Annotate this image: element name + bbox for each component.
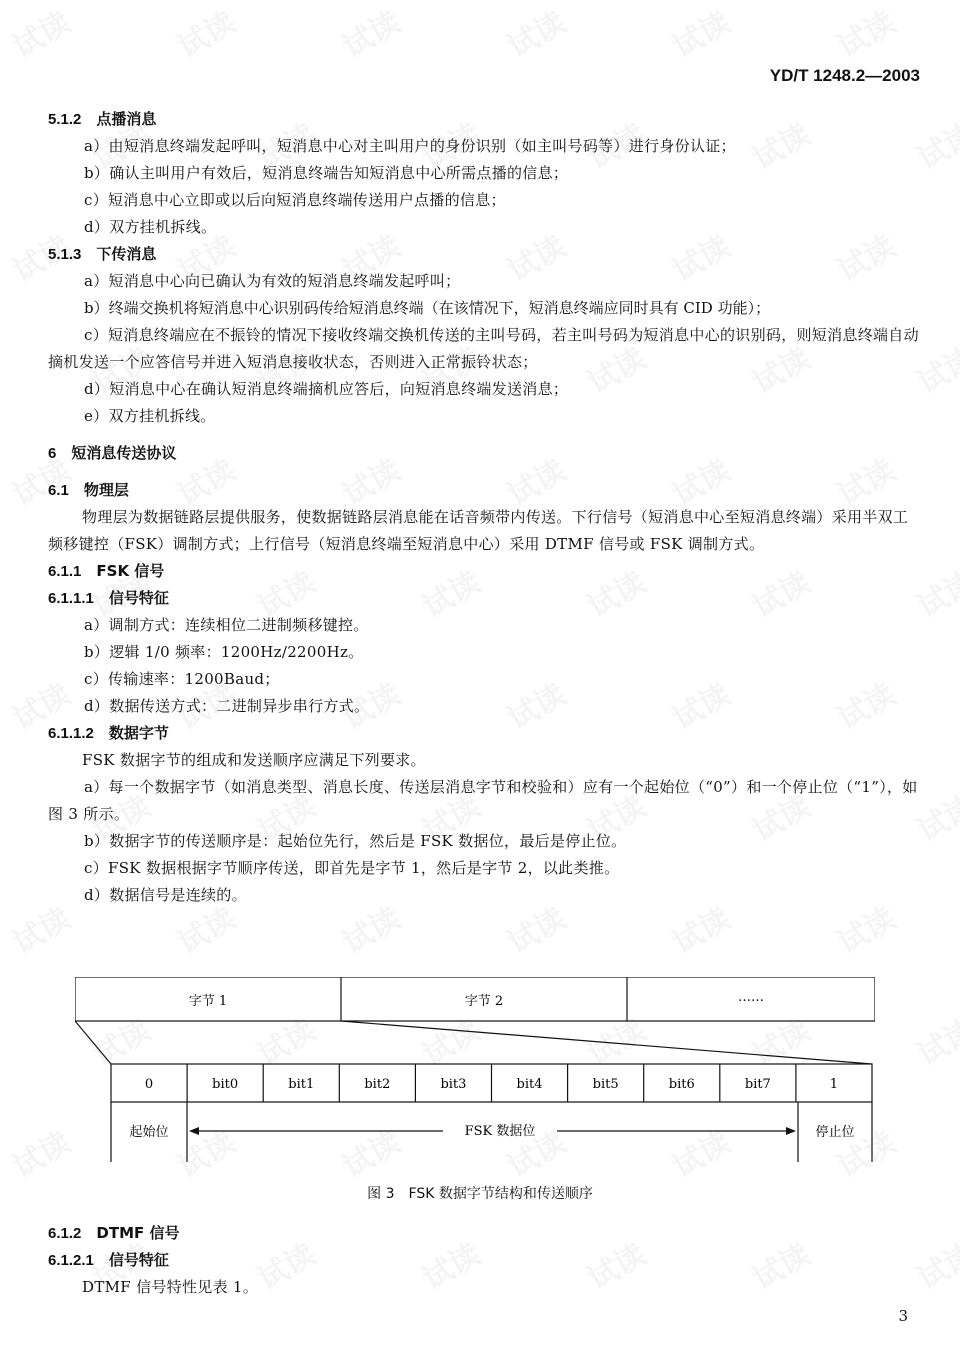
section-heading-6-1-2: 6.1.2 DTMF 信号: [48, 1224, 180, 1242]
list-item: c）短消息中心立即或以后向短消息终端传送用户点播的信息；: [84, 191, 506, 209]
bit-cells: [145, 1064, 838, 1102]
list-item: c）传输速率：1200Baud；: [84, 670, 280, 688]
page-number: 3: [898, 1307, 908, 1325]
list-item: d）短消息中心在确认短消息终端摘机应答后，向短消息终端发送消息；: [84, 380, 569, 398]
section-heading-6-1-2-1: 6.1.2.1 信号特征: [48, 1251, 169, 1269]
list-item: d）数据信号是连续的。: [84, 886, 247, 904]
list-item: b）逻辑 1/0 频率：1200Hz/2200Hz。: [84, 643, 364, 661]
expand-line-right: [341, 1021, 872, 1064]
list-item: b）终端交换机将短消息中心识别码传给短消息终端（在该情况下，短消息终端应同时具有 CID 功能）；: [84, 299, 771, 317]
start-bit-label: 起始位: [129, 1125, 169, 1140]
bit-cell-label: bit2: [364, 1077, 391, 1092]
byte-label-2: 字节 2: [464, 994, 504, 1009]
data-arrow-right-head: [786, 1127, 796, 1135]
watermark-text: [3, 0, 77, 66]
section-heading-6-1: 6.1 物理层: [48, 481, 129, 499]
byte-label-more: ……: [738, 990, 764, 1005]
page-body-continued: [48, 1220, 923, 1301]
watermark-text: [3, 1118, 77, 1186]
section-heading-6-1-1-2: 6.1.1.2 数据字节: [48, 724, 169, 742]
list-item: d）数据传送方式：二进制异步串行方式。: [84, 697, 370, 715]
bit-cell-label: bit0: [212, 1077, 239, 1092]
list-item: b）数据字节的传送顺序是：起始位先行，然后是 FSK 数据位，最后是停止位。: [84, 832, 627, 850]
paragraph-dtmf: DTMF 信号特性见表 1。: [82, 1278, 259, 1296]
list-item: e）双方挂机拆线。: [84, 407, 216, 425]
byte-label-1: 字节 1: [188, 994, 228, 1009]
list-item: a）短消息中心向已确认为有效的短消息终端发起呼叫；: [84, 272, 461, 290]
watermark-text: [333, 0, 407, 66]
bit-cell-label: 1: [829, 1077, 839, 1092]
fsk-diagram: [75, 977, 875, 1167]
section-heading-6-1-1: 6.1.1 FSK 信号: [48, 562, 165, 580]
stop-bit-label: 停止位: [815, 1125, 855, 1140]
list-item: b）确认主叫用户有效后，短消息终端告知短消息中心所需点播的信息；: [84, 164, 569, 182]
list-item: d）双方挂机拆线。: [84, 218, 217, 236]
watermark-text: [908, 1006, 960, 1074]
bit-cell-label: bit6: [668, 1077, 695, 1092]
watermark-text: [168, 0, 242, 66]
section-heading-6: 6 短消息传送协议: [48, 444, 177, 462]
bit-cell-label: bit1: [288, 1077, 315, 1092]
paragraph-data-byte-intro: FSK 数据字节的组成和发送顺序应满足下列要求。: [82, 751, 426, 769]
expand-line-left: [75, 1021, 111, 1064]
list-item: c）FSK 数据根据字节顺序传送，即首先是字节 1，然后是字节 2，以此类推。: [84, 859, 620, 877]
list-item: a）每一个数据字节（如消息类型、消息长度、传送层消息字节和校验和）应有一个起始位（“0”）和一个停止位（“1”），如图 3 所示。: [48, 778, 918, 823]
fsk-data-bits-label: FSK 数据位: [464, 1124, 536, 1139]
figure-caption: 图 3 FSK 数据字节结构和传送顺序: [367, 1186, 593, 1202]
document-code: YD/T 1248.2—2003: [769, 66, 920, 85]
bit-cell-label: bit7: [744, 1077, 771, 1092]
page-body: [48, 106, 923, 909]
paragraph-physical-layer: 物理层为数据链路层提供服务，使数据链路层消息能在话音频带内传送。下行信号（短消息中心至短消息终端）采用半双工频移键控（FSK）调制方式；上行信号（短消息终端至短消息中心）采用 DTMF 信号或 FSK 调制方式。: [48, 508, 909, 553]
section-heading-6-1-1-1: 6.1.1.1 信号特征: [48, 589, 169, 607]
bit-cell-label: bit5: [592, 1077, 619, 1092]
list-item: a）调制方式：连续相位二进制频移键控。: [84, 616, 369, 634]
list-item: c）短消息终端应在不振铃的情况下接收终端交换机传送的主叫号码，若主叫号码为短消息中心的识别码，则短消息终端自动摘机发送一个应答信号并进入短消息接收状态，否则进入正常振铃状态；: [48, 326, 919, 371]
fsk-byte-structure-figure: [75, 977, 875, 1167]
list-item: a）由短消息终端发起呼叫，短消息中心对主叫用户的身份识别（如主叫号码等）进行身份认证；: [84, 137, 736, 155]
section-heading-5-1-2: 5.1.2 点播消息: [48, 110, 157, 128]
watermark-text: [498, 0, 572, 66]
watermark-text: [663, 0, 737, 66]
section-heading-5-1-3: 5.1.3 下传消息: [48, 245, 157, 263]
bit-cell-label: bit3: [440, 1077, 467, 1092]
bit-cell-label: 0: [144, 1077, 154, 1092]
data-arrow-left-head: [189, 1127, 199, 1135]
bit-cell-label: bit4: [516, 1077, 543, 1092]
watermark-text: [828, 0, 902, 66]
